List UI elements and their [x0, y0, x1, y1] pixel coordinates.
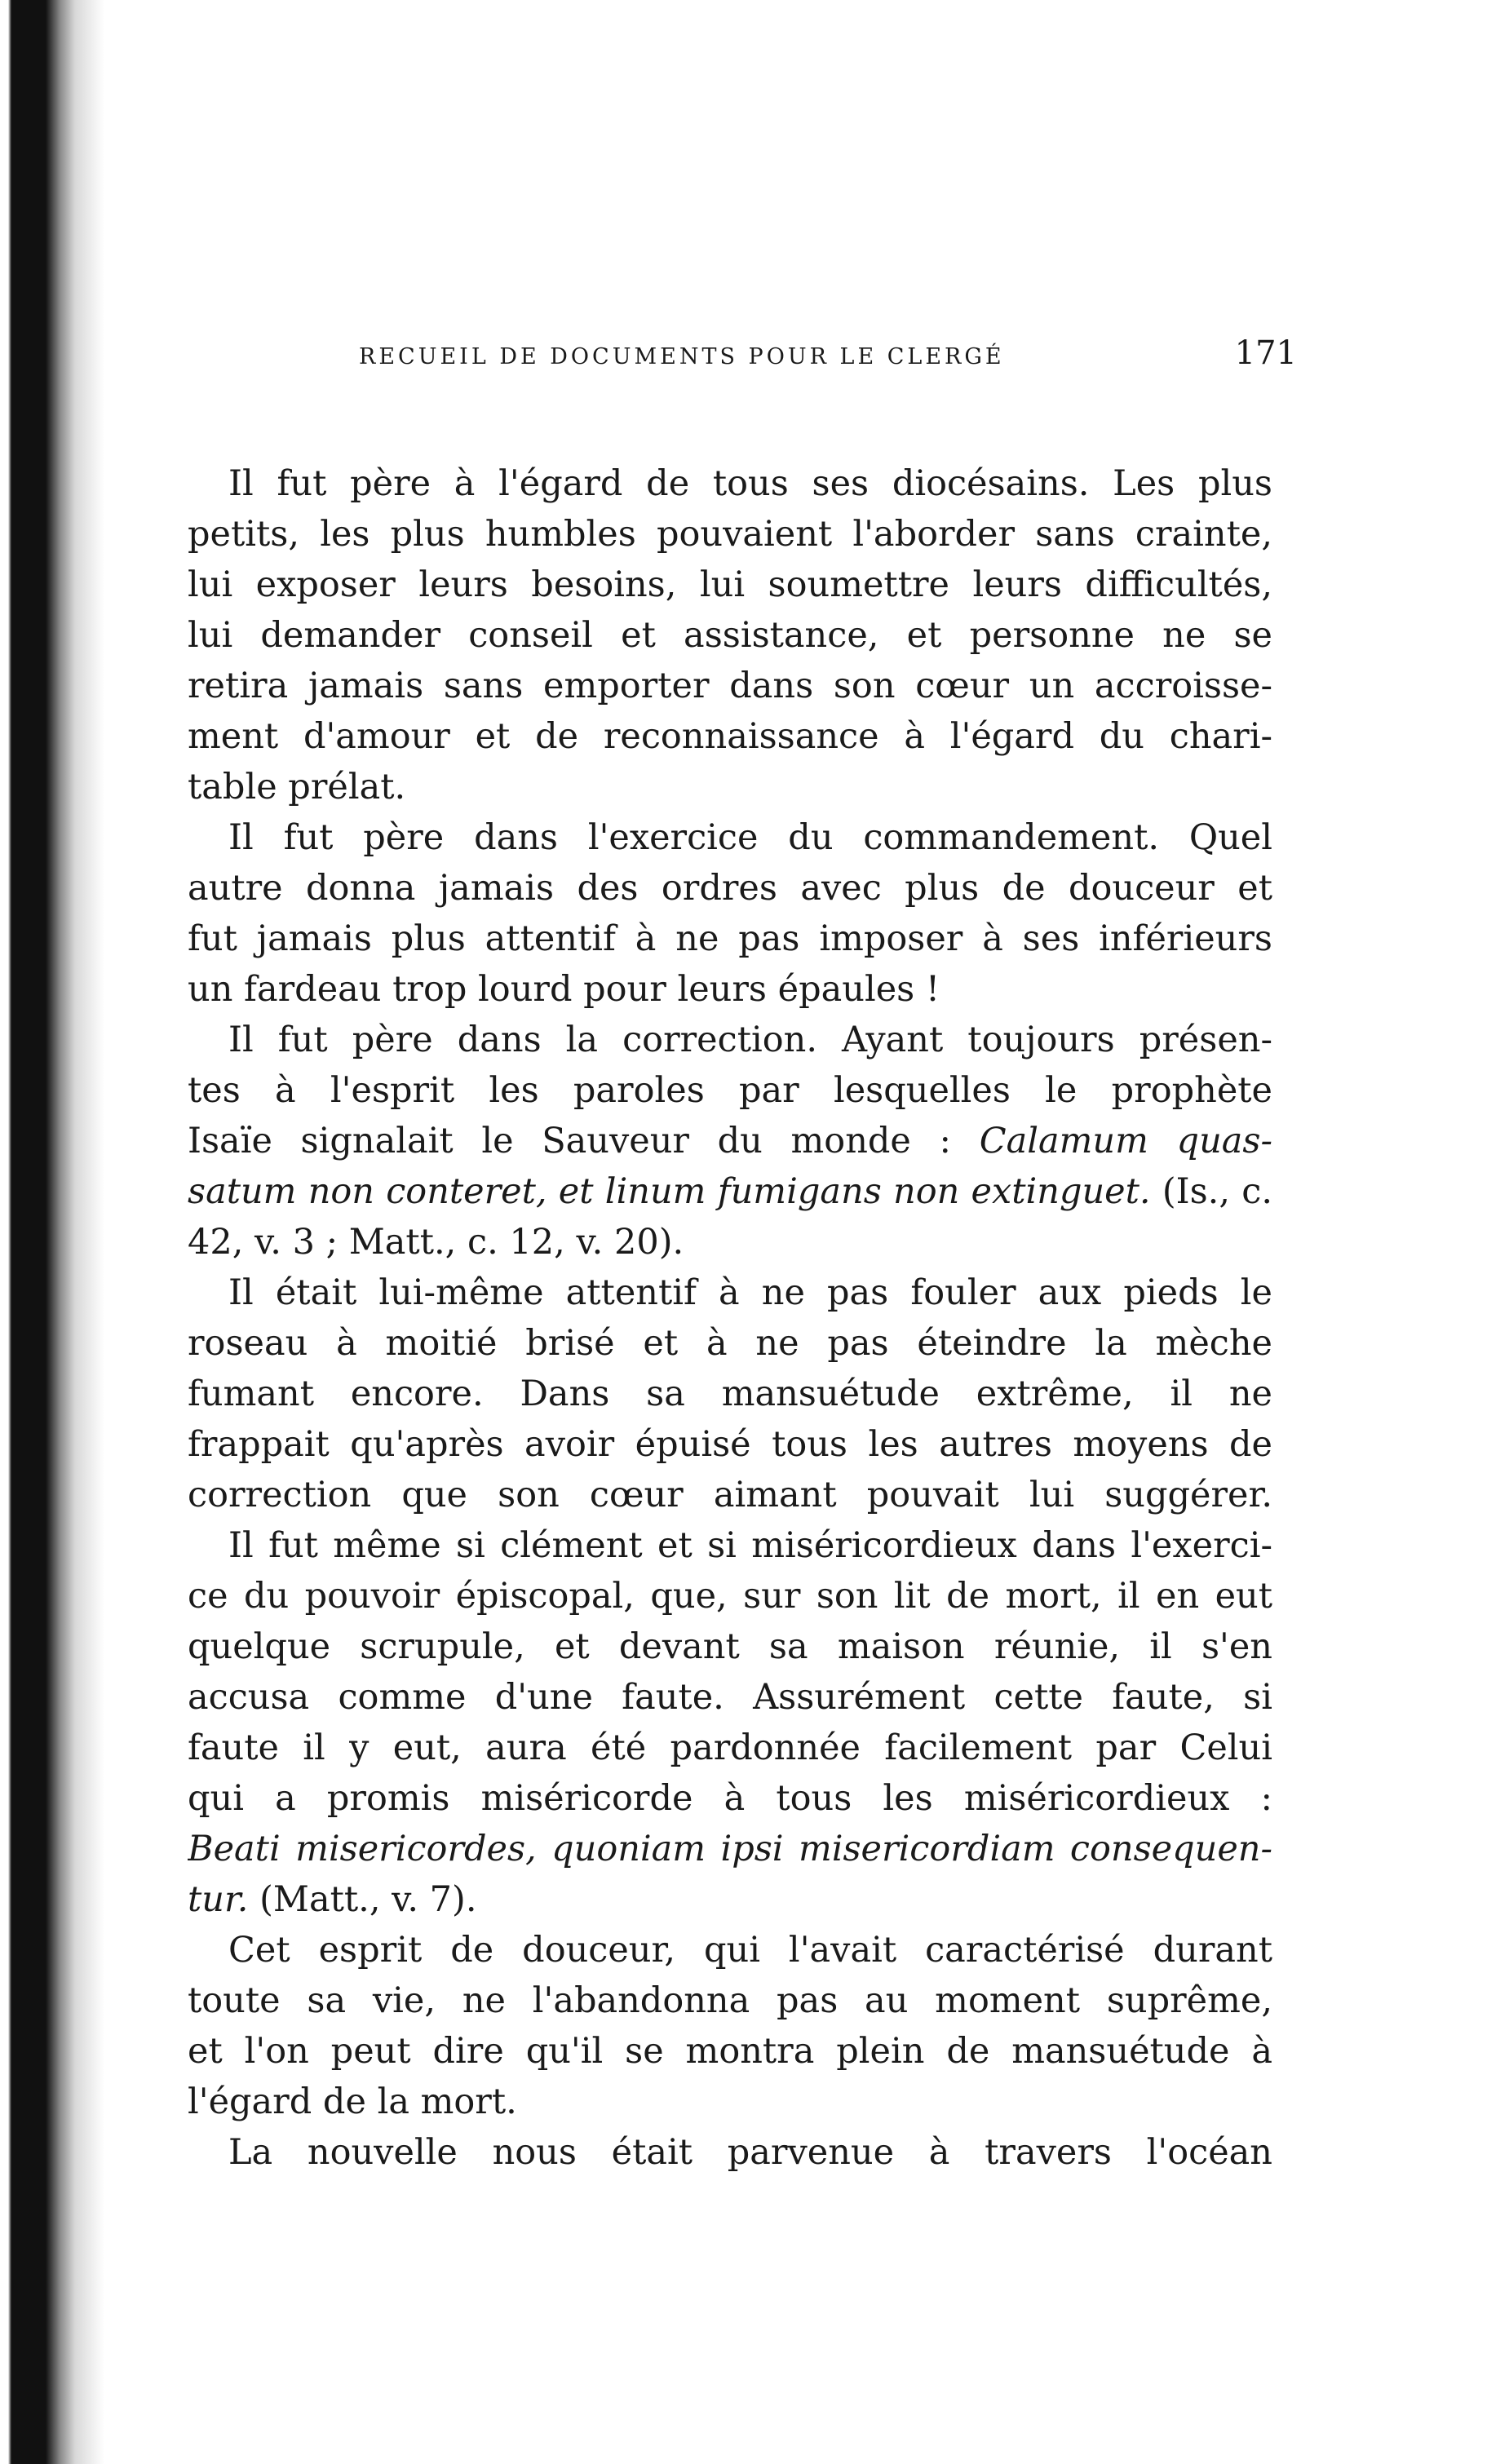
text-line: lui exposer leurs besoins, lui soumettre leurs difficultés, — [188, 564, 1272, 605]
text-line: Il fut père dans l'exercice du commandement. Quel — [228, 817, 1272, 858]
text-line: qui a promis miséricorde à tous les miséricordieux : — [188, 1778, 1272, 1819]
latin-quotation: satum non conteret, et linum fumigans non extinguet. — [188, 1171, 1151, 1212]
text-line-italic: Beati misericordes, quoniam ipsi misericordiam consequen- — [188, 1829, 1272, 1869]
text-line: petits, les plus humbles pouvaient l'aborder sans crainte, — [188, 514, 1272, 555]
text-line: La nouvelle nous était parvenue à travers l'océan — [228, 2132, 1272, 2173]
text-line: tes à l'esprit les paroles par lesquelles le prophète — [188, 1070, 1272, 1111]
latin-quotation: Calamum quas- — [979, 1121, 1272, 1161]
text-line: toute sa vie, ne l'abandonna pas au moment suprême, — [188, 1980, 1272, 2021]
latin-quotation: tur. — [188, 1879, 249, 1920]
text-line: fumant encore. Dans sa mansuétude extrême, il ne — [188, 1374, 1272, 1414]
text-line: un fardeau trop lourd pour leurs épaules ! — [188, 969, 940, 1010]
text-line: correction que son cœur aimant pouvait lui suggérer. — [188, 1475, 1272, 1515]
text-line: 42, v. 3 ; Matt., c. 12, v. 20). — [188, 1222, 684, 1263]
text-line-with-italic — [188, 1166, 1272, 1217]
text-line: accusa comme d'une faute. Assurément cette faute, si — [188, 1677, 1272, 1718]
text-run: tur. (Matt., v. 7). — [188, 1879, 477, 1920]
text-line-with-italic — [188, 1874, 1272, 1925]
running-head: RECUEIL DE DOCUMENTS POUR LE CLERGÉ — [359, 344, 1005, 369]
text-line: roseau à moitié brisé et à ne pas éteindre la mèche — [188, 1323, 1272, 1364]
body-text — [188, 458, 1272, 2178]
text-run: Isaïe signalait le Sauveur du monde : Calamum quas- — [188, 1121, 1272, 1161]
text-line: frappait qu'après avoir épuisé tous les autres moyens de — [188, 1424, 1272, 1465]
page-number: 171 — [1234, 334, 1297, 372]
text-line: l'égard de la mort. — [188, 2081, 517, 2122]
book-binding-edge — [0, 0, 104, 2464]
text-line: Il était lui-même attentif à ne pas fouler aux pieds le — [228, 1272, 1272, 1313]
text-line: Cet esprit de douceur, qui l'avait caractérisé durant — [228, 1930, 1272, 1971]
text-line: ce du pouvoir épiscopal, que, sur son lit de mort, il en eut — [188, 1576, 1272, 1617]
text-line: table prélat. — [188, 767, 406, 807]
text-run: satum non conteret, et linum fumigans non extinguet. (Is., c. — [188, 1171, 1272, 1212]
text-line-with-italic — [188, 1116, 1272, 1166]
text-line: fut jamais plus attentif à ne pas imposer à ses inférieurs — [188, 918, 1272, 959]
text-line: quelque scrupule, et devant sa maison réunie, il s'en — [188, 1626, 1272, 1667]
text-line: retira jamais sans emporter dans son cœur un accroisse- — [188, 666, 1272, 706]
text-line: Il fut père à l'égard de tous ses diocésains. Les plus — [228, 463, 1272, 504]
text-line: et l'on peut dire qu'il se montra plein de mansuétude à — [188, 2031, 1272, 2072]
text-line: ment d'amour et de reconnaissance à l'égard du chari- — [188, 716, 1272, 757]
text-line: lui demander conseil et assistance, et personne ne se — [188, 615, 1272, 656]
text-line: autre donna jamais des ordres avec plus de douceur et — [188, 868, 1272, 909]
text-line: faute il y eut, aura été pardonnée facilement par Celui — [188, 1727, 1272, 1768]
page-header — [359, 333, 1297, 382]
text-line: Il fut père dans la correction. Ayant toujours présen- — [228, 1020, 1272, 1060]
text-line: Il fut même si clément et si miséricordieux dans l'exerci- — [228, 1525, 1272, 1566]
